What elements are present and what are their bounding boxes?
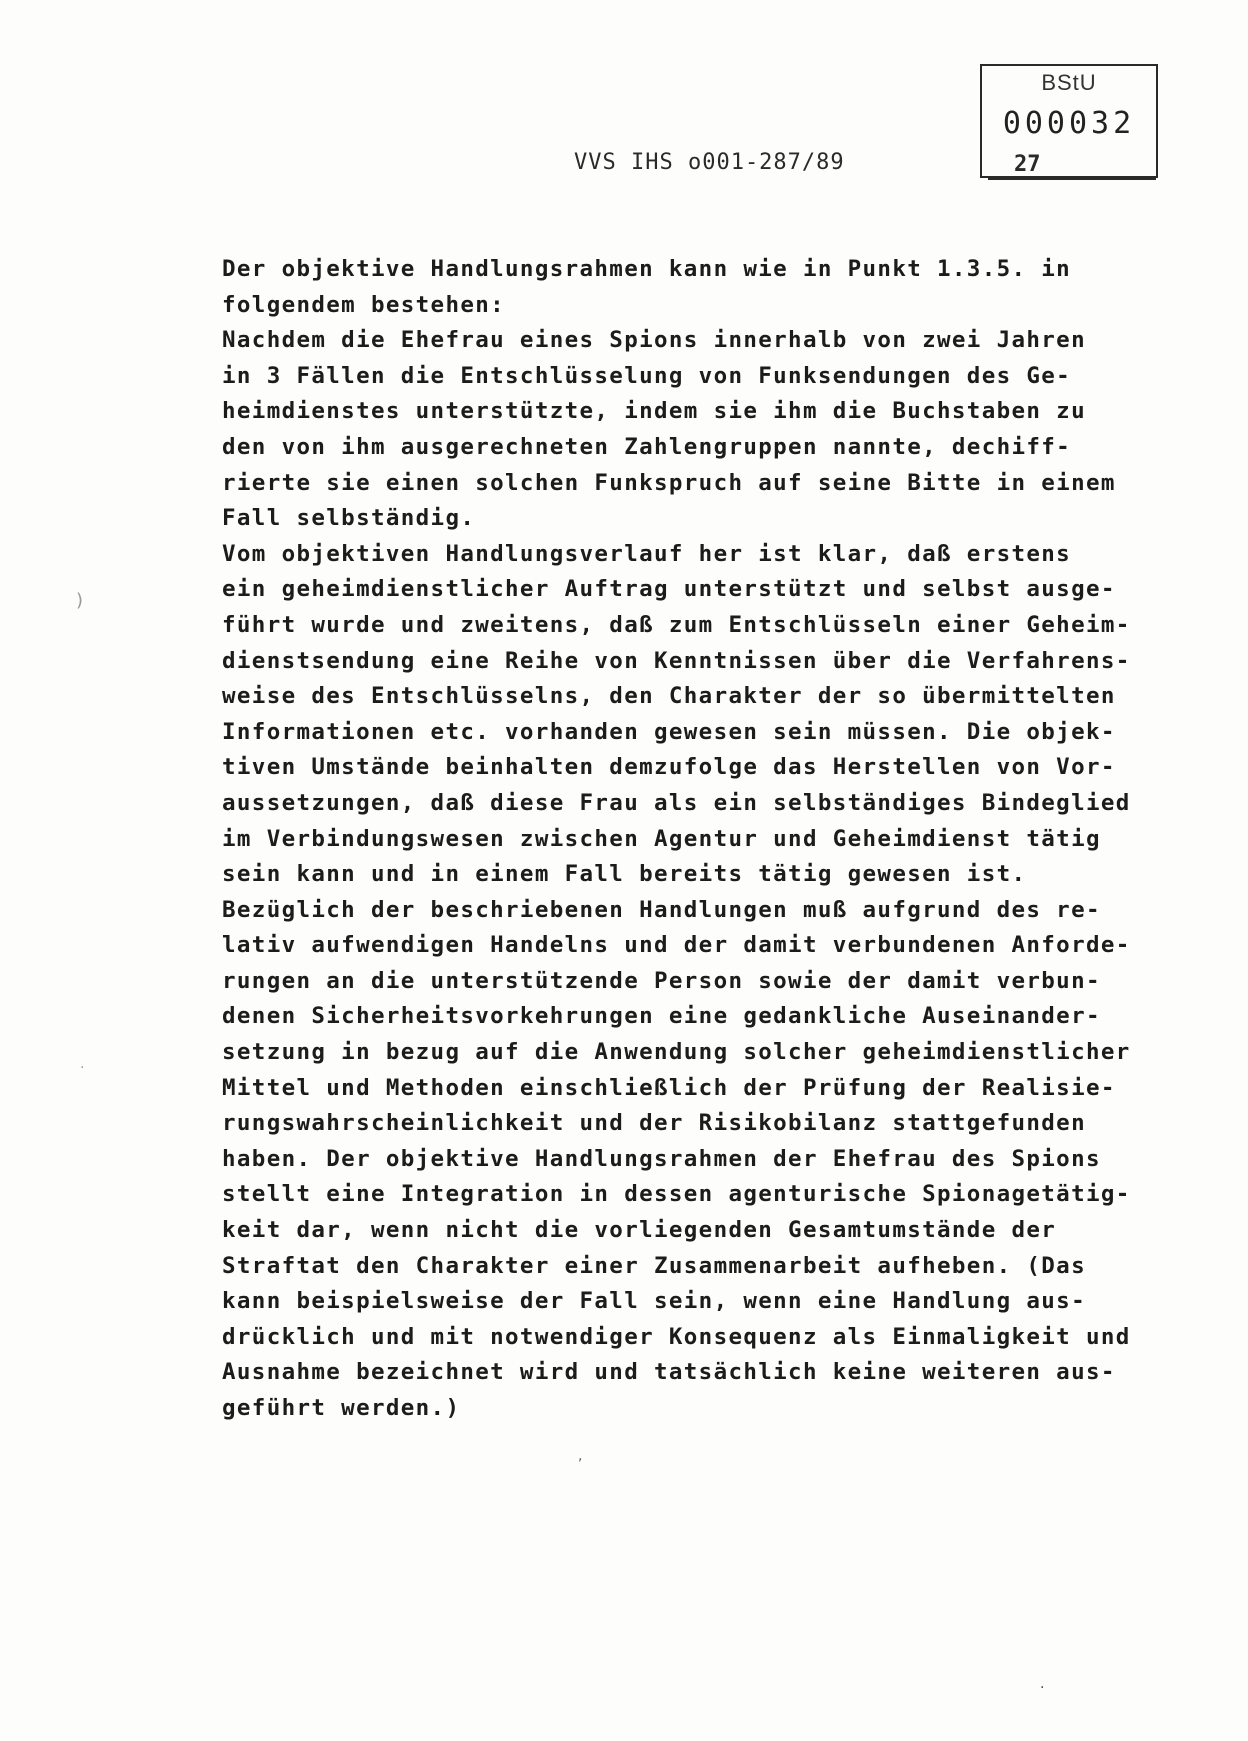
stamp-underline <box>988 178 1156 180</box>
text-line: Bezüglich der beschriebenen Handlungen muß aufgrund des re- <box>222 896 1101 923</box>
text-line: geführt werden.) <box>222 1395 461 1421</box>
body-text <box>222 252 1142 1427</box>
text-line: Ausnahme bezeichnet wird und tatsächlich keine weiteren aus- <box>222 1359 1116 1386</box>
text-line: weise des Entschlüsselns, den Charakter der so übermittelten <box>222 683 1116 710</box>
text-line: heimdienstes unterstützte, indem sie ihm die Buchstaben zu <box>222 398 1086 425</box>
text-line: setzung in bezug auf die Anwendung solcher geheimdienstlicher <box>222 1039 1131 1066</box>
scan-mark: · <box>1040 1680 1045 1696</box>
text-line: dienstsendung eine Reihe von Kenntnissen über die Verfahrens- <box>222 647 1131 674</box>
text-line: Mittel und Methoden einschließlich der Prüfung der Realisie- <box>222 1074 1116 1101</box>
text-line: Straftat den Charakter einer Zusammenarbeit aufheben. (Das <box>222 1252 1086 1279</box>
scan-mark: ) <box>76 590 84 611</box>
text-line: aussetzungen, daß diese Frau als ein selbständiges Bindeglied <box>222 789 1131 816</box>
text-line: drücklich und mit notwendiger Konsequenz als Einmaligkeit und <box>222 1323 1131 1350</box>
text-line: ein geheimdienstlicher Auftrag unterstützt und selbst ausge- <box>222 576 1116 603</box>
text-line: rungswahrscheinlichkeit und der Risikobilanz stattgefunden <box>222 1110 1086 1137</box>
stamp-number: 000032 <box>1002 106 1136 141</box>
text-line: rungen an die unterstützende Person sowie der damit verbun- <box>222 967 1101 994</box>
text-line: sein kann und in einem Fall bereits tätig gewesen ist. <box>222 861 1027 888</box>
text-line: Vom objektiven Handlungsverlauf her ist klar, daß erstens <box>222 540 1072 567</box>
text-line: in 3 Fällen die Entschlüsselung von Funksendungen des Ge- <box>222 362 1072 389</box>
text-line: Informationen etc. vorhanden gewesen sein müssen. Die objek- <box>222 718 1116 745</box>
archive-stamp <box>980 64 1158 178</box>
scan-mark: · <box>80 1060 85 1076</box>
text-line: tiven Umstände beinhalten demzufolge das Herstellen von Vor- <box>222 754 1116 781</box>
page-number: 27 <box>1014 152 1041 177</box>
text-line: im Verbindungswesen zwischen Agentur und Geheimdienst tätig <box>222 825 1101 852</box>
text-line: rierte sie einen solchen Funkspruch auf seine Bitte in einem <box>222 469 1116 496</box>
stamp-organization: BStU <box>1041 70 1097 95</box>
text-line: führt wurde und zweitens, daß zum Entschlüsseln einer Geheim- <box>222 611 1131 638</box>
text-line: den von ihm ausgerechneten Zahlengruppen nannte, dechiff- <box>222 433 1072 460</box>
text-line: Nachdem die Ehefrau eines Spions innerhalb von zwei Jahren <box>222 327 1086 354</box>
text-line: Der objektive Handlungsrahmen kann wie in Punkt 1.3.5. in <box>222 256 1072 282</box>
text-line: stellt eine Integration in dessen agenturische Spionagetätig- <box>222 1181 1131 1208</box>
text-line: Fall selbständig. <box>222 505 476 532</box>
text-line: lativ aufwendigen Handelns und der damit verbundenen Anforde- <box>222 932 1131 959</box>
text-line: folgendem bestehen: <box>222 291 506 318</box>
text-line: keit dar, wenn nicht die vorliegenden Gesamtumstände der <box>222 1217 1057 1244</box>
text-line: denen Sicherheitsvorkehrungen eine gedankliche Auseinander- <box>222 1003 1101 1030</box>
text-line: haben. Der objektive Handlungsrahmen der Ehefrau des Spions <box>222 1145 1101 1172</box>
document-reference: VVS IHS o001-287/89 <box>574 150 845 175</box>
scan-mark: , <box>578 1448 583 1464</box>
text-line: kann beispielsweise der Fall sein, wenn eine Handlung aus- <box>222 1288 1086 1315</box>
